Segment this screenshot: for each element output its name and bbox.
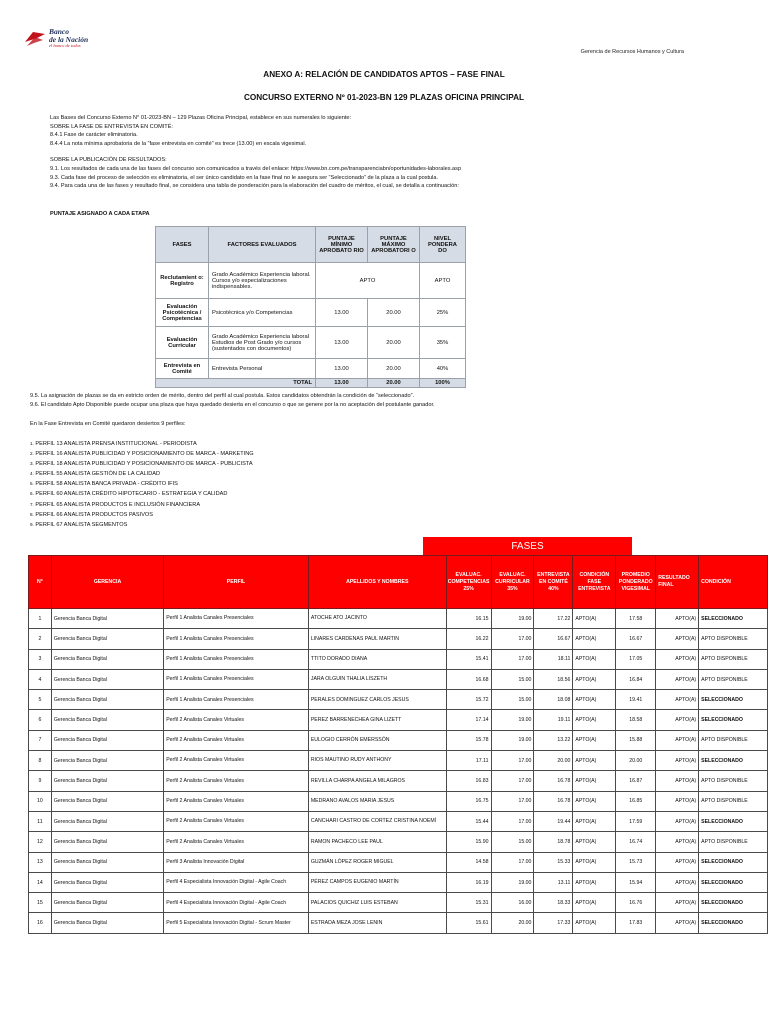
condicion-cell: SELECCIONADO [699, 852, 768, 872]
pond-minmax: APTO [316, 263, 420, 299]
list-item: 3. PERFIL 18 ANALISTA PUBLICIDAD Y POSICIONAMIENTO DE MARCA - PUBLICISTA [30, 461, 253, 468]
entrevista-cell: 18.11 [534, 649, 573, 669]
row-number: 13 [29, 852, 52, 872]
col-header: EVALUAC. CURRICULAR 35% [491, 556, 534, 609]
gerencia-cell: Gerencia Banca Digital [51, 893, 163, 913]
row-number: 9 [29, 771, 52, 791]
gerencia-cell: Gerencia Banca Digital [51, 751, 163, 771]
competencias-cell: 16.22 [446, 629, 491, 649]
pond-total-label: TOTAL [156, 379, 316, 388]
candidatos-table [28, 555, 768, 934]
document-title: ANEXO A: RELACIÓN DE CANDIDATOS APTOS – FASE FINAL [263, 70, 505, 79]
nombre-cell: PERALES DOMINGUEZ CARLOS JESUS [308, 690, 446, 710]
nombre-cell: TTITO DORADO DIANA [308, 649, 446, 669]
table-row [29, 852, 768, 872]
promedio-cell: 17.59 [616, 811, 656, 831]
competencias-cell: 15.41 [446, 649, 491, 669]
promedio-cell: 16.67 [616, 629, 656, 649]
bank-slogan: el banco de todos [49, 43, 81, 48]
list-item: 1. PERFIL 13 ANALISTA PRENSA INSTITUCIONAL - PERIODISTA [30, 441, 197, 447]
perfil-cell: Perfil 1 Analista Canales Presenciales [164, 690, 309, 710]
pond-header: FACTORES EVALUADOS [209, 227, 316, 263]
condicion-fase-cell: APTO(A) [573, 751, 616, 771]
list-item: 8. PERFIL 66 ANALISTA PRODUCTOS PASIVOS [30, 511, 154, 518]
nombre-cell: LINARES CARDENAS PAUL MARTIN [308, 629, 446, 649]
condicion-fase-cell: APTO(A) [573, 791, 616, 811]
pond-min: 13.00 [316, 327, 368, 359]
gerencia-cell: Gerencia Banca Digital [51, 649, 163, 669]
bank-logo [24, 28, 88, 49]
promedio-cell: 15.94 [616, 872, 656, 892]
table-row [29, 649, 768, 669]
row-number: 15 [29, 893, 52, 913]
resultado-cell: APTO(A) [656, 852, 699, 872]
entrevista-cell: 20.00 [534, 751, 573, 771]
condicion-cell: SELECCIONADO [699, 690, 768, 710]
promedio-cell: 19.41 [616, 690, 656, 710]
condicion-fase-cell: APTO(A) [573, 913, 616, 933]
curricular-cell: 15.00 [491, 690, 534, 710]
table-row [29, 751, 768, 771]
nombre-cell: PALACIOS QUICHIZ LUIS ESTEBAN [308, 893, 446, 913]
pond-min: 13.00 [316, 299, 368, 327]
nombre-cell: REVILLA CHARPA ANGELA MILAGROS [308, 771, 446, 791]
list-item: 5. PERFIL 58 ANALISTA BANCA PRIVADA - CRÉDITO IFIS [30, 481, 178, 488]
promedio-cell: 15.88 [616, 730, 656, 750]
col-header: CONDICIÓN [699, 556, 768, 609]
promedio-cell: 17.05 [616, 649, 656, 669]
competencias-cell: 15.78 [446, 730, 491, 750]
resultado-cell: APTO(A) [656, 751, 699, 771]
condicion-fase-cell: APTO(A) [573, 811, 616, 831]
competencias-cell: 15.61 [446, 913, 491, 933]
row-number: 10 [29, 791, 52, 811]
gerencia-cell: Gerencia Banca Digital [51, 690, 163, 710]
perfil-cell: Perfil 2 Analista Canales Virtuales [164, 730, 309, 750]
intro-line: 9.1. Los resultados de cada una de las fases del concurso son comunicados a través del enlace: https://www.bn.com.pe/transparenciabn/oportunidades-laborales.asp [50, 165, 462, 172]
resultado-cell: APTO(A) [656, 872, 699, 892]
col-header: CONDICIÓN FASE ENTREVISTA [573, 556, 616, 609]
competencias-cell: 16.75 [446, 791, 491, 811]
ponderacion-table [155, 226, 466, 388]
resultado-cell: APTO(A) [656, 791, 699, 811]
competencias-cell: 17.11 [446, 751, 491, 771]
perfil-cell: Perfil 2 Analista Canales Virtuales [164, 771, 309, 791]
condicion-fase-cell: APTO(A) [573, 872, 616, 892]
perfil-cell: Perfil 1 Analista Canales Presenciales [164, 649, 309, 669]
perfil-cell: Perfil 2 Analista Canales Virtuales [164, 832, 309, 852]
pond-max: 20.00 [368, 299, 420, 327]
condicion-fase-cell: APTO(A) [573, 649, 616, 669]
row-number: 11 [29, 811, 52, 831]
pond-total-min: 13.00 [316, 379, 368, 388]
intro-text [50, 114, 730, 191]
table-row [29, 730, 768, 750]
curricular-cell: 19.00 [491, 609, 534, 629]
intro-line: 9.3. Cada fase del proceso de selección es eliminatoria, el ser único candidato en la fase final no le asegura ser “Seleccionado” de la plaza a la cual postula. [50, 174, 439, 181]
promedio-cell: 15.73 [616, 852, 656, 872]
competencias-cell: 15.44 [446, 811, 491, 831]
curricular-cell: 20.00 [491, 913, 534, 933]
nombre-cell: RIOS MAUTINO RUDY ANTHONY [308, 751, 446, 771]
promedio-cell: 20.00 [616, 751, 656, 771]
bank-logo-icon [24, 28, 46, 48]
perfil-cell: Perfil 2 Analista Canales Virtuales [164, 811, 309, 831]
gerencia-cell: Gerencia Banca Digital [51, 669, 163, 689]
bank-name-line1: Banco [49, 27, 70, 36]
row-number: 8 [29, 751, 52, 771]
resultado-cell: APTO(A) [656, 690, 699, 710]
competencias-cell: 16.15 [446, 609, 491, 629]
entrevista-cell: 19.44 [534, 811, 573, 831]
entrevista-cell: 13.11 [534, 872, 573, 892]
competencias-cell: 15.72 [446, 690, 491, 710]
curricular-cell: 19.00 [491, 730, 534, 750]
row-number: 2 [29, 629, 52, 649]
condicion-fase-cell: APTO(A) [573, 710, 616, 730]
pond-fase: Reclutamient o: Registro [156, 263, 209, 299]
gerencia-cell: Gerencia Banca Digital [51, 791, 163, 811]
pond-total-nivel: 100% [420, 379, 466, 388]
table-row [29, 609, 768, 629]
condicion-cell: APTO DISPONIBLE [699, 649, 768, 669]
perfil-cell: Perfil 3 Analista Innovación Digital [164, 852, 309, 872]
nombre-cell: JARA OLGUIN THALIA LISZETH [308, 669, 446, 689]
row-number: 14 [29, 872, 52, 892]
gerencia-cell: Gerencia Banca Digital [51, 811, 163, 831]
perfil-cell: Perfil 4 Especialista Innovación Digital - Agile Coach [164, 872, 309, 892]
promedio-cell: 16.76 [616, 893, 656, 913]
condicion-fase-cell: APTO(A) [573, 893, 616, 913]
curricular-cell: 17.00 [491, 649, 534, 669]
curricular-cell: 17.00 [491, 629, 534, 649]
competencias-cell: 15.90 [446, 832, 491, 852]
gerencia-cell: Gerencia Banca Digital [51, 832, 163, 852]
promedio-cell: 17.83 [616, 913, 656, 933]
perfil-cell: Perfil 4 Especialista Innovación Digital - Agile Coach [164, 893, 309, 913]
perfil-cell: Perfil 5 Especialista Innovación Digital - Scrum Master [164, 913, 309, 933]
table-row [29, 629, 768, 649]
note-line: 9.6. El candidato Apto Disponible puede ocupar una plaza que haya quedado desierta en el concurso o que se genere por la no aceptación del postulante ganador. [30, 402, 435, 408]
condicion-fase-cell: APTO(A) [573, 832, 616, 852]
pond-nivel: APTO [420, 263, 466, 299]
entrevista-cell: 18.08 [534, 690, 573, 710]
row-number: 16 [29, 913, 52, 933]
condicion-cell: APTO DISPONIBLE [699, 771, 768, 791]
gerencia-cell: Gerencia Banca Digital [51, 852, 163, 872]
condicion-cell: APTO DISPONIBLE [699, 669, 768, 689]
col-header: APELLIDOS Y NOMBRES [308, 556, 446, 609]
col-header: N° [29, 556, 52, 609]
col-header: PROMEDIO PONDERADO VIGESIMAL [616, 556, 656, 609]
competencias-cell: 15.31 [446, 893, 491, 913]
condicion-fase-cell: APTO(A) [573, 730, 616, 750]
entrevista-cell: 19.11 [534, 710, 573, 730]
pond-nivel: 35% [420, 327, 466, 359]
promedio-cell: 16.87 [616, 771, 656, 791]
condicion-fase-cell: APTO(A) [573, 609, 616, 629]
nombre-cell: PÉREZ CAMPOS EUGENIO MARTÍN [308, 872, 446, 892]
gerencia-cell: Gerencia Banca Digital [51, 913, 163, 933]
curricular-cell: 17.00 [491, 751, 534, 771]
competencias-cell: 17.14 [446, 710, 491, 730]
entrevista-cell: 17.33 [534, 913, 573, 933]
gerencia-cell: Gerencia Banca Digital [51, 629, 163, 649]
entrevista-cell: 15.33 [534, 852, 573, 872]
entrevista-cell: 18.56 [534, 669, 573, 689]
table-row [29, 710, 768, 730]
condicion-cell: APTO DISPONIBLE [699, 629, 768, 649]
pond-fase: Evaluación Psicotécnica / Competencias [156, 299, 209, 327]
condicion-cell: APTO DISPONIBLE [699, 832, 768, 852]
entrevista-cell: 16.78 [534, 771, 573, 791]
table-row [29, 872, 768, 892]
intro-line: 8.4.4 La nota mínima aprobatoria de la “fase entrevista en comité” es trece (13.00) en escala vigesimal. [50, 140, 307, 147]
curricular-cell: 15.00 [491, 832, 534, 852]
table-row [29, 690, 768, 710]
intro-line: SOBRE LA PUBLICACIÓN DE RESULTADOS: [50, 157, 167, 164]
resultado-cell: APTO(A) [656, 629, 699, 649]
list-item: 7. PERFIL 65 ANALISTA PRODUCTOS E INCLUSIÓN FINANCIERA [30, 501, 201, 508]
pond-factores: Grado Académico Experiencia laboral Estudios de Post Grado y/o cursos (sustentados con documentos) [209, 327, 316, 359]
resultado-cell: APTO(A) [656, 669, 699, 689]
entrevista-cell: 16.78 [534, 791, 573, 811]
pond-fase: Evaluación Curricular [156, 327, 209, 359]
row-number: 6 [29, 710, 52, 730]
gerencia-cell: Gerencia Banca Digital [51, 609, 163, 629]
resultado-cell: APTO(A) [656, 893, 699, 913]
table-row [29, 811, 768, 831]
condicion-fase-cell: APTO(A) [573, 669, 616, 689]
nombre-cell: GUZMÁN LÓPEZ ROGER MIGUEL [308, 852, 446, 872]
pond-header: PUNTAJE MÁXIMO APROBATORI O [368, 227, 420, 263]
condicion-cell: SELECCIONADO [699, 609, 768, 629]
pond-factores: Psicotécnica y/o Competencias [209, 299, 316, 327]
condicion-fase-cell: APTO(A) [573, 852, 616, 872]
perfiles-desiertos-list [30, 439, 254, 530]
curricular-cell: 19.00 [491, 710, 534, 730]
resultado-cell: APTO(A) [656, 710, 699, 730]
list-item: 2. PERFIL 16 ANALISTA PUBLICIDAD Y POSICIONAMIENTO DE MARCA - MARKETING [30, 451, 254, 458]
condicion-cell: APTO DISPONIBLE [699, 791, 768, 811]
intro-line: SOBRE LA FASE DE ENTREVISTA EN COMITÉ: [50, 123, 173, 130]
condicion-cell: SELECCIONADO [699, 913, 768, 933]
pond-max: 20.00 [368, 327, 420, 359]
pond-min: 13.00 [316, 359, 368, 379]
perfil-cell: Perfil 2 Analista Canales Virtuales [164, 710, 309, 730]
col-header: GERENCIA [51, 556, 163, 609]
list-item: 9. PERFIL 67 ANALISTA SEGMENTOS [30, 521, 128, 528]
curricular-cell: 15.00 [491, 669, 534, 689]
row-number: 1 [29, 609, 52, 629]
perfil-cell: Perfil 2 Analista Canales Virtuales [164, 791, 309, 811]
resultado-cell: APTO(A) [656, 609, 699, 629]
nombre-cell: PEREZ BARRENECHEA GINA LIZETT [308, 710, 446, 730]
note-line: 9.5. La asignación de plazas se da en estricto orden de mérito, dentro del perfil al cual postula. Estos candidatos obtendrán la condición de “seleccionado”. [30, 393, 415, 399]
perfiles-intro: En la Fase Entrevista en Comité quedaron desiertos 9 perfiles: [30, 421, 186, 427]
gerencia-cell: Gerencia Banca Digital [51, 771, 163, 791]
promedio-cell: 18.58 [616, 710, 656, 730]
col-header: ENTREVISTA EN COMITÉ 40% [534, 556, 573, 609]
resultado-cell: APTO(A) [656, 913, 699, 933]
nombre-cell: CANCHARI CASTRO DE CORTEZ CRISTINA NOEMÍ [308, 811, 446, 831]
pond-nivel: 40% [420, 359, 466, 379]
condicion-cell: SELECCIONADO [699, 893, 768, 913]
competencias-cell: 16.19 [446, 872, 491, 892]
document-subtitle: CONCURSO EXTERNO Nº 01-2023-BN 129 PLAZAS OFICINA PRINCIPAL [243, 93, 525, 102]
pond-total-max: 20.00 [368, 379, 420, 388]
condicion-cell: SELECCIONADO [699, 872, 768, 892]
curricular-cell: 17.00 [491, 811, 534, 831]
competencias-cell: 16.68 [446, 669, 491, 689]
entrevista-cell: 13.22 [534, 730, 573, 750]
table-row [29, 771, 768, 791]
entrevista-cell: 16.67 [534, 629, 573, 649]
pond-fase: Entrevista en Comité [156, 359, 209, 379]
condicion-cell: APTO DISPONIBLE [699, 730, 768, 750]
curricular-cell: 19.00 [491, 872, 534, 892]
nombre-cell: ESTRADA MEZA JOSE LENIN [308, 913, 446, 933]
gerencia-cell: Gerencia Banca Digital [51, 710, 163, 730]
competencias-cell: 14.58 [446, 852, 491, 872]
entrevista-cell: 18.33 [534, 893, 573, 913]
perfil-cell: Perfil 1 Analista Canales Presenciales [164, 669, 309, 689]
promedio-cell: 17.58 [616, 609, 656, 629]
promedio-cell: 16.74 [616, 832, 656, 852]
pond-factores: Grado Académico Experiencia laboral. Cursos y/o especializaciones indispensables. [209, 263, 316, 299]
table-row [29, 832, 768, 852]
fases-header-band: FASES [423, 537, 632, 556]
list-item: 4. PERFIL 55 ANALISTA GESTIÓN DE LA CALIDAD [30, 471, 161, 478]
condicion-fase-cell: APTO(A) [573, 771, 616, 791]
intro-line: 9.4. Para cada una de las fases y resultado final, se considera una tabla de ponderación para la elaboración del cuadro de méritos, el cual, se detalla a continuación: [50, 183, 459, 190]
resultado-cell: APTO(A) [656, 649, 699, 669]
nombre-cell: RAMON PACHECO LEE PAUL [308, 832, 446, 852]
gerencia-cell: Gerencia Banca Digital [51, 730, 163, 750]
nombre-cell: MEDRANO AVALOS MARIA JESUS [308, 791, 446, 811]
entrevista-cell: 18.78 [534, 832, 573, 852]
intro-line: 8.4.1 Fase de carácter eliminatoria. [50, 132, 138, 139]
department-header: Gerencia de Recursos Humanos y Cultura [580, 49, 684, 55]
nombre-cell: EULOGIO CERRÓN EMERSSÓN [308, 730, 446, 750]
resultado-cell: APTO(A) [656, 771, 699, 791]
resultado-cell: APTO(A) [656, 811, 699, 831]
pond-factores: Entrevista Personal [209, 359, 316, 379]
row-number: 4 [29, 669, 52, 689]
col-header: EVALUAC. COMPETENCIAS 25% [446, 556, 491, 609]
col-header: PERFIL [164, 556, 309, 609]
row-number: 3 [29, 649, 52, 669]
condicion-cell: SELECCIONADO [699, 710, 768, 730]
perfil-cell: Perfil 1 Analista Canales Presenciales [164, 609, 309, 629]
pond-header: PUNTAJE MÍNIMO APROBATO RIO [316, 227, 368, 263]
perfil-cell: Perfil 2 Analista Canales Virtuales [164, 751, 309, 771]
table-row [29, 669, 768, 689]
curricular-cell: 16.00 [491, 893, 534, 913]
table-row [29, 791, 768, 811]
condicion-cell: SELECCIONADO [699, 811, 768, 831]
row-number: 12 [29, 832, 52, 852]
condicion-fase-cell: APTO(A) [573, 690, 616, 710]
resultado-cell: APTO(A) [656, 832, 699, 852]
intro-line: Las Bases del Concurso Externo N° 01-2023-BN – 129 Plazas Oficina Principal, establece en sus numerales lo siguiente: [50, 115, 352, 121]
bank-name-line2: de la Nación [49, 34, 89, 44]
pond-nivel: 25% [420, 299, 466, 327]
col-header: RESULTADO FINAL [656, 556, 699, 609]
row-number: 5 [29, 690, 52, 710]
curricular-cell: 17.00 [491, 791, 534, 811]
section-title: PUNTAJE ASIGNADO A CADA ETAPA [50, 211, 150, 217]
row-number: 7 [29, 730, 52, 750]
competencias-cell: 16.83 [446, 771, 491, 791]
curricular-cell: 17.00 [491, 771, 534, 791]
perfil-cell: Perfil 1 Analista Canales Presenciales [164, 629, 309, 649]
entrevista-cell: 17.22 [534, 609, 573, 629]
condicion-cell: SELECCIONADO [699, 751, 768, 771]
pond-header: NIVEL PONDERA DO [420, 227, 466, 263]
promedio-cell: 16.84 [616, 669, 656, 689]
table-row [29, 913, 768, 933]
table-row [29, 893, 768, 913]
list-item: 6. PERFIL 60 ANALISTA CRÉDITO HIPOTECARIO - ESTRATEGIA Y CALIDAD [30, 491, 228, 498]
promedio-cell: 16.85 [616, 791, 656, 811]
resultado-cell: APTO(A) [656, 730, 699, 750]
nombre-cell: ATOCHE ATO JACINTO [308, 609, 446, 629]
pond-header: FASES [156, 227, 209, 263]
condicion-fase-cell: APTO(A) [573, 629, 616, 649]
pond-max: 20.00 [368, 359, 420, 379]
gerencia-cell: Gerencia Banca Digital [51, 872, 163, 892]
notes [30, 392, 435, 410]
curricular-cell: 17.00 [491, 852, 534, 872]
